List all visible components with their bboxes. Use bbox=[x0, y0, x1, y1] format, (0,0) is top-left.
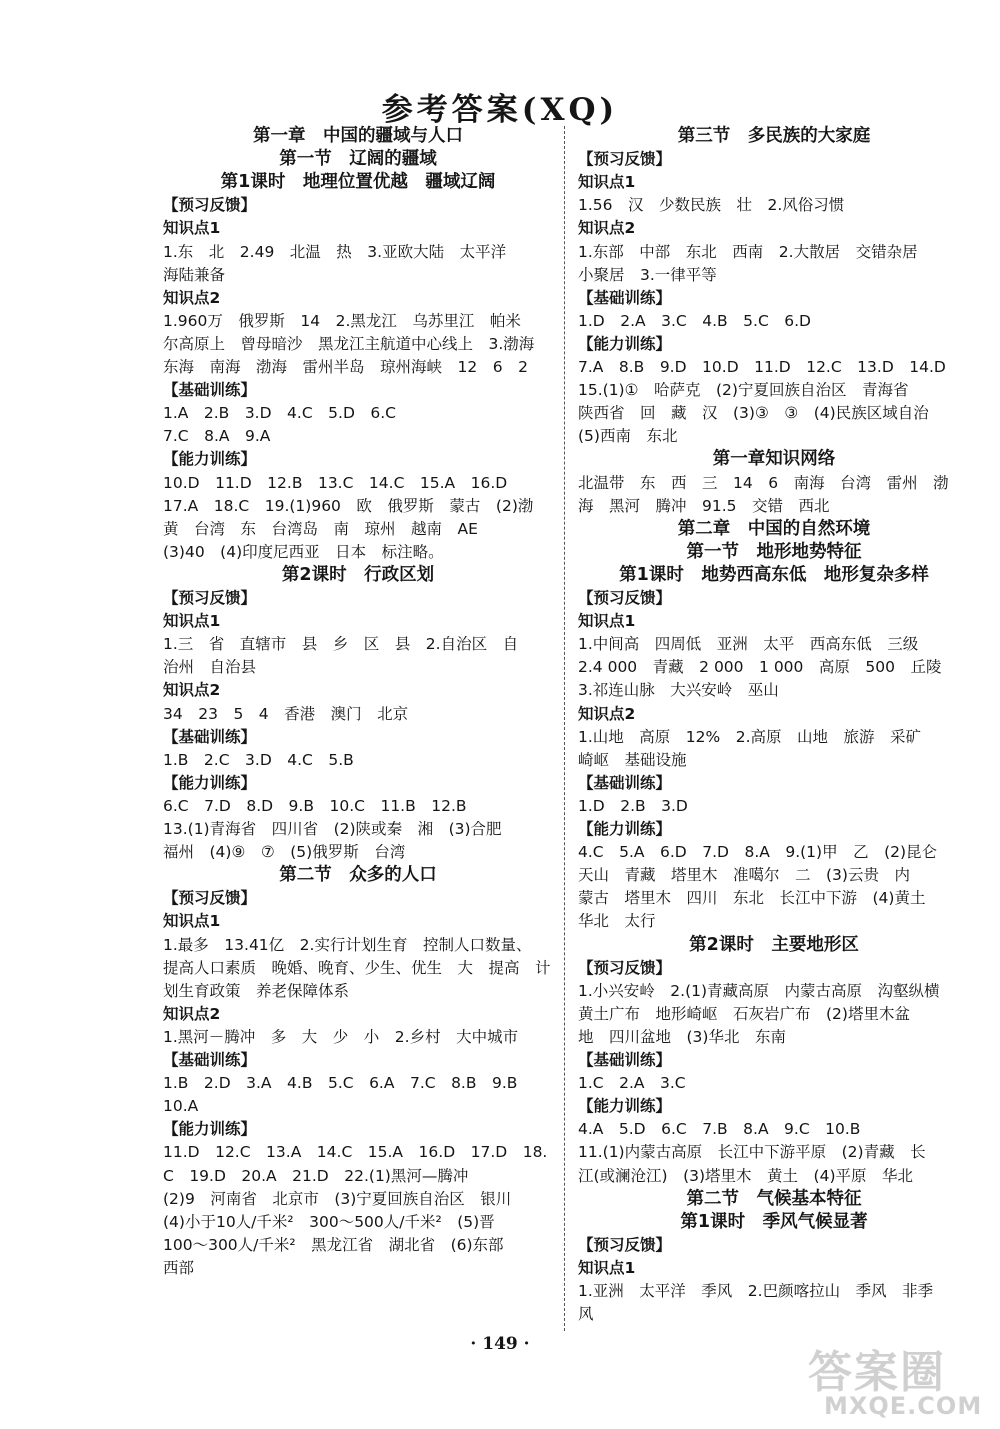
subsection-label: 知识点1 bbox=[163, 612, 221, 631]
subsection-label: 【基础训练】 bbox=[578, 773, 672, 792]
answer-line: 1.960万 俄罗斯 14 2.黑龙江 乌苏里江 帕米 bbox=[163, 311, 521, 330]
answer-line: 治州 自治县 bbox=[163, 658, 257, 677]
answer-line: 福州 (4)⑨ ⑦ (5)俄罗斯 台湾 bbox=[163, 843, 406, 862]
subsection-label: 知识点2 bbox=[578, 219, 636, 238]
answer-line: 黄 台湾 东 台湾岛 南 琼州 越南 AE bbox=[163, 519, 478, 538]
answer-line: 北温带 东 西 三 14 6 南海 台湾 雷州 渤 bbox=[578, 473, 949, 492]
watermark-url: MXQE.COM bbox=[824, 1392, 983, 1420]
answer-line: 11.D 12.C 13.A 14.C 15.A 16.D 17.D 18. bbox=[163, 1143, 548, 1162]
answer-line: (3)40 (4)印度尼西亚 日本 标注略。 bbox=[163, 542, 444, 561]
page-title: 参考答案(XQ) bbox=[381, 92, 619, 128]
section-heading: 第二章 中国的自然环境 bbox=[677, 518, 871, 539]
answer-line: 1.C 2.A 3.C bbox=[578, 1074, 686, 1093]
answer-line: 4.A 5.D 6.C 7.B 8.A 9.C 10.B bbox=[578, 1120, 861, 1139]
section-heading: 第一章 中国的疆域与人口 bbox=[253, 126, 463, 146]
subsection-label: 【预习反馈】 bbox=[578, 958, 672, 977]
answer-line: 34 23 5 4 香港 澳门 北京 bbox=[163, 704, 409, 723]
answer-line: 陕西省 回 藏 汉 (3)③ ③ (4)民族区域自治 bbox=[578, 404, 929, 423]
subsection-label: 【能力训练】 bbox=[163, 1120, 257, 1139]
section-heading: 第一节 辽阔的疆域 bbox=[279, 149, 437, 170]
answer-line: 100～300人/千米² 黑龙江省 湖北省 (6)东部 bbox=[163, 1235, 504, 1254]
answer-line: 15.(1)① 哈萨克 (2)宁夏回族自治区 青海省 bbox=[578, 381, 909, 400]
answer-line: 划生育政策 养老保障体系 bbox=[163, 981, 350, 1000]
section-heading: 第1课时 地势西高东低 地形复杂多样 bbox=[619, 564, 929, 585]
section-heading: 第2课时 行政区划 bbox=[281, 564, 435, 585]
subsection-label: 【能力训练】 bbox=[578, 334, 672, 353]
answer-line: (5)西南 东北 bbox=[578, 427, 678, 446]
section-heading: 第二节 众多的人口 bbox=[279, 865, 437, 886]
subsection-label: 知识点2 bbox=[578, 704, 636, 723]
answer-line: 1.中间高 四周低 亚洲 太平 西高东低 三级 bbox=[578, 635, 919, 654]
subsection-label: 知识点2 bbox=[163, 681, 221, 700]
answer-line: 尔高原上 曾母暗沙 黑龙江主航道中心线上 3.渤海 bbox=[163, 334, 535, 353]
subsection-label: 知识点1 bbox=[578, 1258, 636, 1277]
subsection-label: 【基础训练】 bbox=[163, 381, 257, 400]
subsection-label: 【预习反馈】 bbox=[578, 589, 672, 607]
column-divider bbox=[564, 126, 565, 1331]
answer-line: 1.山地 高原 12% 2.高原 山地 旅游 采矿 bbox=[578, 727, 922, 746]
section-heading: 第2课时 主要地形区 bbox=[689, 934, 859, 955]
subsection-label: 【预习反馈】 bbox=[578, 1235, 672, 1254]
answer-line: 4.C 5.A 6.D 7.D 8.A 9.(1)甲 乙 (2)昆仑 bbox=[578, 843, 938, 862]
subsection-label: 【预习反馈】 bbox=[163, 589, 257, 607]
subsection-label: 【基础训练】 bbox=[163, 727, 257, 746]
answer-line: 1.黑河－腾冲 多 大 少 小 2.乡村 大中城市 bbox=[163, 1027, 519, 1046]
answer-line: 1.B 2.D 3.A 4.B 5.C 6.A 7.C 8.B 9.B bbox=[163, 1074, 518, 1093]
section-heading: 第二节 气候基本特征 bbox=[686, 1188, 862, 1209]
answer-line: 提高人口素质 晚婚、晚育、少生、优生 大 提高 计 bbox=[163, 958, 551, 977]
answer-line: 蒙古 塔里木 四川 东北 长江中下游 (4)黄土 bbox=[578, 889, 926, 908]
answer-line: (4)小于10人/千米² 300～500人/千米² (5)晋 bbox=[163, 1212, 495, 1231]
answer-line: 1.小兴安岭 2.(1)青藏高原 内蒙古高原 沟壑纵横 bbox=[578, 981, 940, 1000]
answer-line: 10.D 11.D 12.B 13.C 14.C 15.A 16.D bbox=[163, 473, 508, 492]
subsection-label: 【基础训练】 bbox=[578, 288, 672, 307]
answer-line: 地 四川盆地 (3)华北 东南 bbox=[578, 1027, 786, 1046]
section-heading: 第三节 多民族的大家庭 bbox=[677, 126, 871, 146]
answer-line: 小聚居 3.一律平等 bbox=[578, 265, 717, 284]
subsection-label: 【预习反馈】 bbox=[163, 889, 257, 908]
answer-line: 1.最多 13.41亿 2.实行计划生育 控制人口数量、 bbox=[163, 935, 532, 954]
answer-line: 黄土广布 地形崎岖 石灰岩广布 (2)塔里木盆 bbox=[578, 1004, 910, 1023]
answer-line: 2.4 000 青藏 2 000 1 000 高原 500 丘陵 bbox=[578, 658, 942, 677]
answer-line: 3.祁连山脉 大兴安岭 巫山 bbox=[578, 681, 779, 700]
page-number: · 149 · bbox=[470, 1334, 530, 1354]
section-heading: 第一章知识网络 bbox=[712, 449, 836, 470]
answer-line: 1.D 2.A 3.C 4.B 5.C 6.D bbox=[578, 311, 811, 330]
answer-line: C 19.D 20.A 21.D 22.(1)黑河—腾冲 bbox=[163, 1166, 469, 1185]
subsection-label: 知识点2 bbox=[163, 1004, 221, 1023]
answer-line: 1.三 省 直辖市 县 乡 区 县 2.自治区 自 bbox=[163, 635, 519, 654]
subsection-label: 知识点1 bbox=[163, 912, 221, 931]
answer-line: 1.亚洲 太平洋 季风 2.巴颜喀拉山 季风 非季 bbox=[578, 1282, 934, 1300]
subsection-label: 知识点1 bbox=[163, 219, 221, 238]
answer-line: 1.东 北 2.49 北温 热 3.亚欧大陆 太平洋 bbox=[163, 242, 507, 261]
section-heading: 第一节 地形地势特征 bbox=[686, 541, 862, 562]
subsection-label: 【能力训练】 bbox=[163, 773, 257, 792]
answer-line: 崎岖 基础设施 bbox=[578, 750, 687, 769]
section-heading: 第1课时 季风气候显著 bbox=[680, 1211, 868, 1232]
answer-line: 1.A 2.B 3.D 4.C 5.D 6.C bbox=[163, 404, 396, 423]
answer-line: 17.A 18.C 19.(1)960 欧 俄罗斯 蒙古 (2)渤 bbox=[163, 496, 534, 515]
answer-line: 7.C 8.A 9.A bbox=[163, 427, 271, 446]
answer-line: 7.A 8.B 9.D 10.D 11.D 12.C 13.D 14.D bbox=[578, 358, 946, 376]
answer-line: (2)9 河南省 北京市 (3)宁夏回族自治区 银川 bbox=[163, 1189, 512, 1208]
answer-line: 江(或澜沧江) (3)塔里木 黄土 (4)平原 华北 bbox=[578, 1166, 914, 1185]
subsection-label: 【基础训练】 bbox=[578, 1051, 672, 1069]
answer-line: 10.A bbox=[163, 1097, 199, 1116]
watermark-text: 答案圈 bbox=[808, 1347, 946, 1398]
answer-line: 11.(1)内蒙古高原 长江中下游平原 (2)青藏 长 bbox=[578, 1143, 926, 1162]
answer-line: 1.56 汉 少数民族 壮 2.风俗习惯 bbox=[578, 196, 845, 215]
subsection-label: 【能力训练】 bbox=[578, 1097, 672, 1116]
subsection-label: 知识点1 bbox=[578, 173, 636, 192]
subsection-label: 【基础训练】 bbox=[163, 1051, 257, 1069]
answer-line: 6.C 7.D 8.D 9.B 10.C 11.B 12.B bbox=[163, 796, 467, 815]
answer-line: 13.(1)青海省 四川省 (2)陕或秦 湘 (3)合肥 bbox=[163, 820, 502, 838]
subsection-label: 知识点2 bbox=[163, 288, 221, 307]
answer-line: 海陆兼备 bbox=[163, 265, 226, 284]
answer-line: 华北 太行 bbox=[578, 912, 656, 931]
section-heading: 第1课时 地理位置优越 疆域辽阔 bbox=[220, 172, 496, 193]
answer-line: 1.D 2.B 3.D bbox=[578, 796, 688, 815]
answer-line: 西部 bbox=[163, 1258, 195, 1277]
subsection-label: 知识点1 bbox=[578, 612, 636, 631]
answer-line: 1.B 2.C 3.D 4.C 5.B bbox=[163, 750, 354, 769]
answer-line: 海 黑河 腾冲 91.5 交错 西北 bbox=[578, 496, 830, 515]
subsection-label: 【能力训练】 bbox=[578, 820, 672, 838]
subsection-label: 【预习反馈】 bbox=[163, 196, 257, 215]
answer-line: 东海 南海 渤海 雷州半岛 琼州海峡 12 6 2 bbox=[163, 358, 528, 376]
answer-line: 风 bbox=[578, 1305, 594, 1324]
answer-line: 1.东部 中部 东北 西南 2.大散居 交错杂居 bbox=[578, 242, 918, 261]
watermark-logo bbox=[808, 1336, 988, 1422]
subsection-label: 【能力训练】 bbox=[163, 450, 257, 469]
answer-line: 天山 青藏 塔里木 准噶尔 二 (3)云贵 内 bbox=[578, 866, 910, 885]
subsection-label: 【预习反馈】 bbox=[578, 150, 672, 169]
